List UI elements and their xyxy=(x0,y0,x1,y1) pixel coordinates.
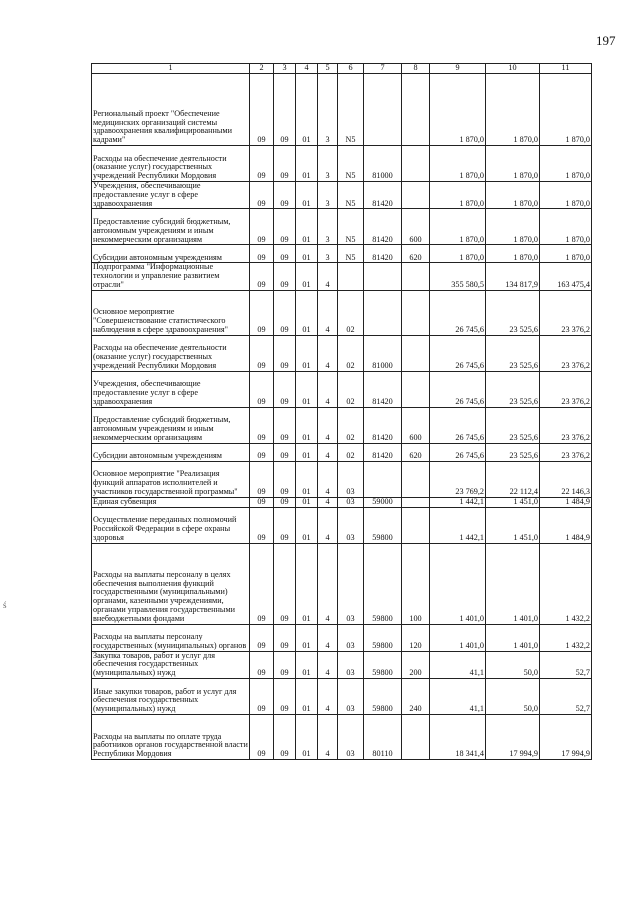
col-header-1: 1 xyxy=(92,64,250,74)
row-cell-6 xyxy=(338,263,364,290)
table-row xyxy=(92,407,592,443)
col-header-7: 7 xyxy=(364,64,402,74)
row-cell-10: 1 401,0 xyxy=(486,624,540,651)
row-cell-11: 1 870,0 xyxy=(540,146,592,182)
row-cell-5: 4 xyxy=(318,290,338,335)
row-cell-3: 09 xyxy=(274,74,296,146)
row-cell-4: 01 xyxy=(296,507,318,543)
col-header-2: 2 xyxy=(250,64,274,74)
row-cell-4: 01 xyxy=(296,678,318,714)
row-cell-4: 01 xyxy=(296,461,318,497)
row-name-cell: Учреждения, обеспечивающие предоставление услуг в сфере здравоохранения xyxy=(92,371,250,407)
row-cell-4: 01 xyxy=(296,624,318,651)
row-cell-9: 1 870,0 xyxy=(430,245,486,263)
row-cell-2: 09 xyxy=(250,146,274,182)
row-cell-4: 01 xyxy=(296,651,318,678)
row-cell-5: 4 xyxy=(318,461,338,497)
row-name-cell: Расходы на выплаты персоналу государственных (муниципальных) органов xyxy=(92,624,250,651)
row-cell-10: 1 451,0 xyxy=(486,497,540,507)
row-cell-10: 50,0 xyxy=(486,678,540,714)
row-cell-2: 09 xyxy=(250,74,274,146)
row-cell-3: 09 xyxy=(274,461,296,497)
row-cell-2: 09 xyxy=(250,407,274,443)
row-cell-4: 01 xyxy=(296,263,318,290)
row-cell-10: 23 525,6 xyxy=(486,407,540,443)
row-cell-10: 1 870,0 xyxy=(486,209,540,245)
row-cell-8 xyxy=(402,335,430,371)
row-cell-5: 4 xyxy=(318,371,338,407)
row-cell-3: 09 xyxy=(274,407,296,443)
row-cell-6: N5 xyxy=(338,146,364,182)
row-cell-7: 81420 xyxy=(364,182,402,209)
row-cell-6: 02 xyxy=(338,371,364,407)
table-row xyxy=(92,245,592,263)
table-row xyxy=(92,263,592,290)
row-cell-3: 09 xyxy=(274,651,296,678)
row-cell-10: 1 870,0 xyxy=(486,245,540,263)
row-cell-7: 81420 xyxy=(364,443,402,461)
row-name-cell: Расходы на обеспечение деятельности (оказание услуг) государственных учреждений Республики Мордовия xyxy=(92,335,250,371)
row-cell-5: 4 xyxy=(318,543,338,624)
row-name-cell: Расходы на выплаты по оплате труда работников органов государственной власти Республики Мордовия xyxy=(92,714,250,759)
row-cell-2: 09 xyxy=(250,678,274,714)
row-cell-6: 02 xyxy=(338,290,364,335)
table-row xyxy=(92,507,592,543)
row-cell-11: 23 376,2 xyxy=(540,407,592,443)
row-cell-8: 100 xyxy=(402,543,430,624)
row-cell-7: 81420 xyxy=(364,407,402,443)
row-cell-11: 1 432,2 xyxy=(540,624,592,651)
row-cell-10: 1 870,0 xyxy=(486,146,540,182)
row-cell-6: 03 xyxy=(338,461,364,497)
row-name-cell: Иные закупки товаров, работ и услуг для обеспечения государственных (муниципальных) нужд xyxy=(92,678,250,714)
table-row xyxy=(92,678,592,714)
row-cell-8 xyxy=(402,74,430,146)
row-name-cell: Предоставление субсидий бюджетным, автономным учреждениям и иным некоммерческим организациям xyxy=(92,407,250,443)
table-row xyxy=(92,146,592,182)
row-cell-6: 02 xyxy=(338,407,364,443)
col-header-9: 9 xyxy=(430,64,486,74)
row-cell-11: 52,7 xyxy=(540,651,592,678)
row-cell-3: 09 xyxy=(274,290,296,335)
row-cell-3: 09 xyxy=(274,507,296,543)
row-cell-7: 59000 xyxy=(364,497,402,507)
row-cell-11: 17 994,9 xyxy=(540,714,592,759)
row-cell-4: 01 xyxy=(296,714,318,759)
row-cell-5: 3 xyxy=(318,146,338,182)
row-cell-9: 1 870,0 xyxy=(430,146,486,182)
row-cell-9: 18 341,4 xyxy=(430,714,486,759)
table-row xyxy=(92,624,592,651)
row-cell-9: 26 745,6 xyxy=(430,443,486,461)
row-cell-11: 52,7 xyxy=(540,678,592,714)
row-cell-5: 4 xyxy=(318,714,338,759)
row-cell-8 xyxy=(402,461,430,497)
row-cell-5: 4 xyxy=(318,624,338,651)
row-cell-2: 09 xyxy=(250,624,274,651)
row-cell-3: 09 xyxy=(274,245,296,263)
row-cell-11: 22 146,3 xyxy=(540,461,592,497)
row-name-cell: Основное мероприятие "Реализация функций аппаратов исполнителей и участников государственной программы" xyxy=(92,461,250,497)
row-cell-3: 09 xyxy=(274,209,296,245)
row-cell-6: 03 xyxy=(338,624,364,651)
row-cell-3: 09 xyxy=(274,497,296,507)
table-row xyxy=(92,74,592,146)
row-cell-9: 1 401,0 xyxy=(430,624,486,651)
row-cell-6: 03 xyxy=(338,543,364,624)
row-cell-8: 240 xyxy=(402,678,430,714)
row-cell-3: 09 xyxy=(274,146,296,182)
row-cell-7: 59800 xyxy=(364,507,402,543)
row-cell-10: 23 525,6 xyxy=(486,443,540,461)
row-cell-5: 3 xyxy=(318,182,338,209)
row-cell-7: 59800 xyxy=(364,678,402,714)
row-cell-6: 03 xyxy=(338,651,364,678)
row-cell-7: 80110 xyxy=(364,714,402,759)
row-cell-9: 1 442,1 xyxy=(430,497,486,507)
row-cell-6: 03 xyxy=(338,678,364,714)
row-cell-5: 4 xyxy=(318,651,338,678)
row-cell-9: 1 870,0 xyxy=(430,74,486,146)
row-cell-2: 09 xyxy=(250,245,274,263)
row-cell-11: 23 376,2 xyxy=(540,335,592,371)
row-cell-3: 09 xyxy=(274,543,296,624)
row-cell-3: 09 xyxy=(274,678,296,714)
row-cell-8: 200 xyxy=(402,651,430,678)
row-cell-10: 23 525,6 xyxy=(486,290,540,335)
row-cell-2: 09 xyxy=(250,507,274,543)
row-name-cell: Осуществление переданных полномочий Российской Федерации в сфере охраны здоровья xyxy=(92,507,250,543)
row-cell-11: 1 870,0 xyxy=(540,182,592,209)
row-name-cell: Единая субвенция xyxy=(92,497,250,507)
table-row xyxy=(92,497,592,507)
row-cell-11: 163 475,4 xyxy=(540,263,592,290)
row-cell-10: 1 451,0 xyxy=(486,507,540,543)
row-cell-6: N5 xyxy=(338,74,364,146)
row-name-cell: Субсидии автономным учреждениям xyxy=(92,245,250,263)
row-cell-2: 09 xyxy=(250,371,274,407)
row-cell-11: 23 376,2 xyxy=(540,290,592,335)
row-cell-2: 09 xyxy=(250,543,274,624)
row-cell-3: 09 xyxy=(274,714,296,759)
row-cell-9: 41,1 xyxy=(430,678,486,714)
table-row xyxy=(92,371,592,407)
row-name-cell: Предоставление субсидий бюджетным, автономным учреждениям и иным некоммерческим организациям xyxy=(92,209,250,245)
row-cell-7: 59800 xyxy=(364,651,402,678)
row-cell-4: 01 xyxy=(296,543,318,624)
row-cell-8 xyxy=(402,714,430,759)
row-cell-2: 09 xyxy=(250,290,274,335)
table-row xyxy=(92,182,592,209)
row-cell-5: 4 xyxy=(318,443,338,461)
col-header-5: 5 xyxy=(318,64,338,74)
row-cell-8: 600 xyxy=(402,407,430,443)
row-cell-6: 02 xyxy=(338,335,364,371)
row-cell-7 xyxy=(364,290,402,335)
row-cell-4: 01 xyxy=(296,209,318,245)
row-cell-2: 09 xyxy=(250,497,274,507)
row-cell-8 xyxy=(402,290,430,335)
row-cell-7: 81420 xyxy=(364,209,402,245)
row-cell-6: 02 xyxy=(338,443,364,461)
row-cell-7 xyxy=(364,461,402,497)
row-cell-4: 01 xyxy=(296,443,318,461)
table-row xyxy=(92,209,592,245)
table-body xyxy=(92,74,592,760)
row-cell-7: 81000 xyxy=(364,335,402,371)
row-cell-9: 26 745,6 xyxy=(430,407,486,443)
row-cell-2: 09 xyxy=(250,651,274,678)
row-cell-10: 1 870,0 xyxy=(486,74,540,146)
row-cell-3: 09 xyxy=(274,182,296,209)
row-cell-4: 01 xyxy=(296,290,318,335)
col-header-11: 11 xyxy=(540,64,592,74)
row-name-cell: Расходы на обеспечение деятельности (оказание услуг) государственных учреждений Республики Мордовия xyxy=(92,146,250,182)
row-cell-11: 23 376,2 xyxy=(540,371,592,407)
row-cell-8: 620 xyxy=(402,245,430,263)
row-cell-10: 22 112,4 xyxy=(486,461,540,497)
row-cell-10: 134 817,9 xyxy=(486,263,540,290)
row-cell-3: 09 xyxy=(274,624,296,651)
row-cell-7: 59800 xyxy=(364,543,402,624)
row-cell-11: 1 870,0 xyxy=(540,209,592,245)
row-name-cell: Расходы на выплаты персоналу в целях обеспечения выполнения функций государственными (муниципальными) органами, казенными учреждениями, органами управления государственными внебюджетными фондами xyxy=(92,543,250,624)
margin-mark: ś xyxy=(3,600,7,610)
row-cell-7 xyxy=(364,74,402,146)
row-cell-9: 41,1 xyxy=(430,651,486,678)
row-cell-2: 09 xyxy=(250,209,274,245)
row-cell-6: N5 xyxy=(338,209,364,245)
col-header-10: 10 xyxy=(486,64,540,74)
row-cell-9: 26 745,6 xyxy=(430,335,486,371)
row-cell-6: 03 xyxy=(338,507,364,543)
row-cell-3: 09 xyxy=(274,371,296,407)
row-name-cell: Подпрограмма "Информационные технологии и управление развитием отрасли" xyxy=(92,263,250,290)
row-cell-11: 1 484,9 xyxy=(540,507,592,543)
table-row xyxy=(92,290,592,335)
row-name-cell: Основное мероприятие "Совершенствование статистического наблюдения в сфере здравоохранения" xyxy=(92,290,250,335)
row-cell-4: 01 xyxy=(296,245,318,263)
row-cell-10: 1 401,0 xyxy=(486,543,540,624)
row-cell-5: 4 xyxy=(318,335,338,371)
row-cell-10: 1 870,0 xyxy=(486,182,540,209)
row-name-cell: Субсидии автономным учреждениям xyxy=(92,443,250,461)
row-cell-9: 26 745,6 xyxy=(430,371,486,407)
row-cell-10: 23 525,6 xyxy=(486,335,540,371)
row-cell-8: 120 xyxy=(402,624,430,651)
col-header-4: 4 xyxy=(296,64,318,74)
row-cell-4: 01 xyxy=(296,497,318,507)
row-cell-4: 01 xyxy=(296,371,318,407)
row-cell-2: 09 xyxy=(250,443,274,461)
budget-table xyxy=(91,63,592,760)
row-name-cell: Закупка товаров, работ и услуг для обеспечения государственных (муниципальных) нужд xyxy=(92,651,250,678)
row-cell-3: 09 xyxy=(274,335,296,371)
row-cell-9: 26 745,6 xyxy=(430,290,486,335)
row-name-cell: Региональный проект "Обеспечение медицинских организаций системы здравоохранения квалифицированными кадрами" xyxy=(92,74,250,146)
row-cell-10: 17 994,9 xyxy=(486,714,540,759)
row-cell-7: 81000 xyxy=(364,146,402,182)
row-cell-8: 600 xyxy=(402,209,430,245)
row-cell-3: 09 xyxy=(274,263,296,290)
row-cell-11: 1 870,0 xyxy=(540,245,592,263)
row-cell-9: 1 870,0 xyxy=(430,182,486,209)
row-cell-2: 09 xyxy=(250,461,274,497)
col-header-3: 3 xyxy=(274,64,296,74)
row-cell-4: 01 xyxy=(296,74,318,146)
row-cell-11: 1 870,0 xyxy=(540,74,592,146)
row-cell-5: 3 xyxy=(318,245,338,263)
row-cell-9: 1 870,0 xyxy=(430,209,486,245)
row-cell-9: 1 401,0 xyxy=(430,543,486,624)
row-cell-10: 23 525,6 xyxy=(486,371,540,407)
table-row xyxy=(92,443,592,461)
row-cell-6: 03 xyxy=(338,714,364,759)
row-cell-8 xyxy=(402,146,430,182)
row-cell-5: 4 xyxy=(318,263,338,290)
row-cell-7 xyxy=(364,263,402,290)
row-cell-11: 1 484,9 xyxy=(540,497,592,507)
row-cell-8 xyxy=(402,371,430,407)
row-cell-6: N5 xyxy=(338,182,364,209)
row-cell-6: N5 xyxy=(338,245,364,263)
row-cell-11: 1 432,2 xyxy=(540,543,592,624)
row-cell-10: 50,0 xyxy=(486,651,540,678)
table-row xyxy=(92,335,592,371)
row-cell-7: 81420 xyxy=(364,245,402,263)
row-cell-8 xyxy=(402,263,430,290)
row-cell-5: 4 xyxy=(318,678,338,714)
row-cell-2: 09 xyxy=(250,714,274,759)
col-header-6: 6 xyxy=(338,64,364,74)
row-cell-7: 81420 xyxy=(364,371,402,407)
row-cell-2: 09 xyxy=(250,335,274,371)
row-cell-9: 23 769,2 xyxy=(430,461,486,497)
row-cell-2: 09 xyxy=(250,263,274,290)
row-cell-3: 09 xyxy=(274,443,296,461)
row-cell-4: 01 xyxy=(296,335,318,371)
table-row xyxy=(92,651,592,678)
row-cell-8 xyxy=(402,497,430,507)
table-row xyxy=(92,461,592,497)
row-cell-2: 09 xyxy=(250,182,274,209)
row-cell-8 xyxy=(402,182,430,209)
row-cell-11: 23 376,2 xyxy=(540,443,592,461)
row-cell-9: 1 442,1 xyxy=(430,507,486,543)
row-cell-4: 01 xyxy=(296,146,318,182)
row-cell-9: 355 580,5 xyxy=(430,263,486,290)
row-cell-5: 4 xyxy=(318,407,338,443)
row-cell-7: 59800 xyxy=(364,624,402,651)
table-row xyxy=(92,714,592,759)
row-cell-8: 620 xyxy=(402,443,430,461)
row-name-cell: Учреждения, обеспечивающие предоставление услуг в сфере здравоохранения xyxy=(92,182,250,209)
row-cell-5: 3 xyxy=(318,74,338,146)
row-cell-6: 03 xyxy=(338,497,364,507)
row-cell-5: 4 xyxy=(318,497,338,507)
col-header-8: 8 xyxy=(402,64,430,74)
row-cell-8 xyxy=(402,507,430,543)
row-cell-4: 01 xyxy=(296,407,318,443)
header-row xyxy=(92,64,592,74)
page-number: 197 xyxy=(596,33,616,48)
row-cell-4: 01 xyxy=(296,182,318,209)
row-cell-5: 4 xyxy=(318,507,338,543)
row-cell-5: 3 xyxy=(318,209,338,245)
table-row xyxy=(92,543,592,624)
